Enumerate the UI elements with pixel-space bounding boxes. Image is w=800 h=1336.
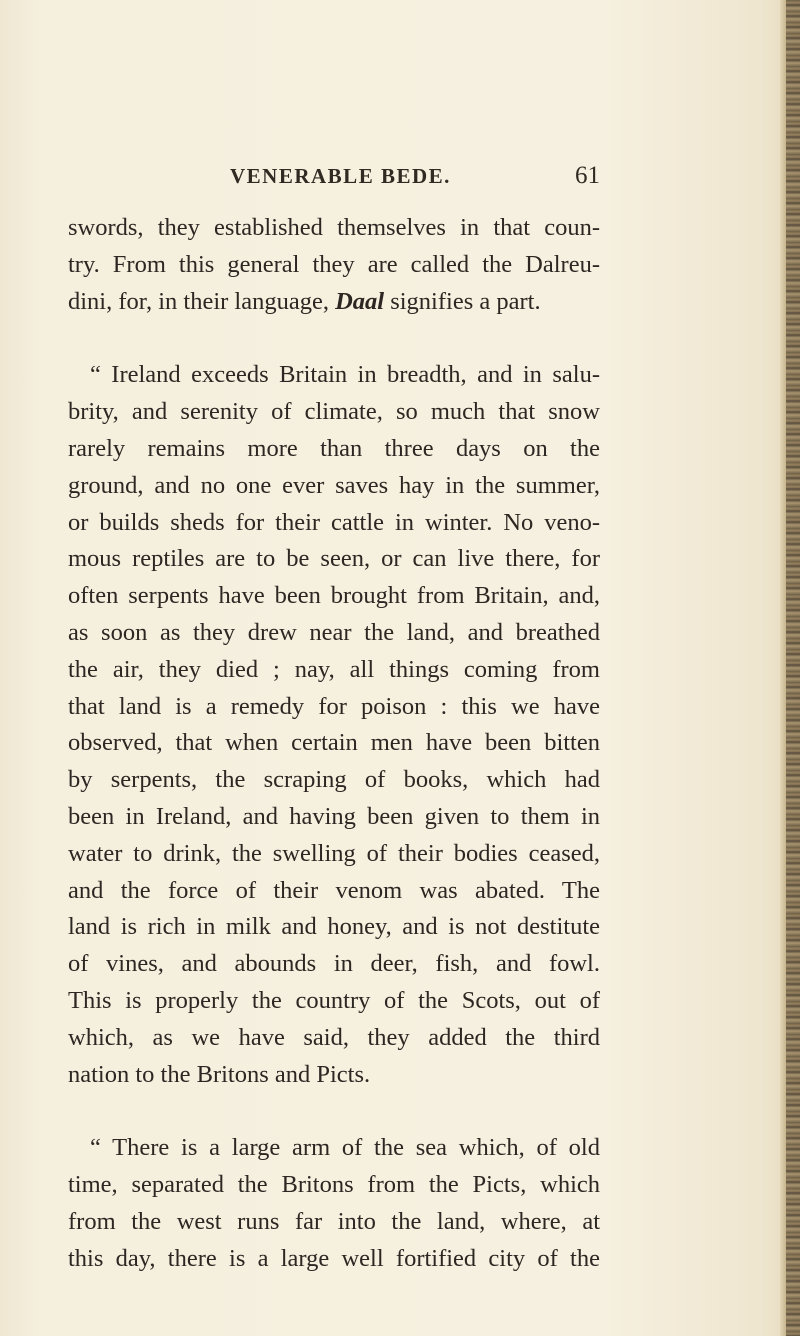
page-number: 61 [575,162,600,189]
text-line: land is rich in milk and honey, and is not destitute [68,913,600,941]
text-line: the air, they died ; nay, all things coming from [68,655,600,683]
italic-word: Daal [335,287,385,315]
text-line: as soon as they drew near the land, and breathed [68,618,600,646]
text-span: dini, for, in their language, [68,287,336,315]
text-line: This is properly the country of the Scots, out of [68,986,600,1014]
text-line: brity, and serenity of climate, so much that snow [68,398,600,426]
text-line: which, as we have said, they added the third [68,1023,600,1051]
text-line: observed, that when certain men have been bitten [68,729,600,757]
paragraph-gap [68,320,600,357]
text-line: been in Ireland, and having been given to them in [68,802,600,830]
running-title: VENERABLE BEDE. [230,164,451,188]
book-spine-edge [786,0,800,1336]
text-line: of vines, and abounds in deer, fish, and fowl. [68,950,600,978]
text-line: time, separated the Britons from the Picts, which [68,1171,600,1199]
text-line: try. From this general they are called the Dalreu- [68,250,600,278]
text-line: “ Ireland exceeds Britain in breadth, and in salu- [90,361,600,389]
text-line: rarely remains more than three days on the [68,434,600,462]
text-line [68,284,600,321]
text-line: “ There is a large arm of the sea which, of old [90,1134,600,1162]
text-line: or builds sheds for their cattle in winter. No veno- [68,508,600,536]
text-line: water to drink, the swelling of their bodies ceased, [68,839,600,867]
text-line: ground, and no one ever saves hay in the summer, [68,471,600,499]
paragraph-gap [68,1093,600,1130]
text-line: by serpents, the scraping of books, which had [68,766,600,794]
text-line: and the force of their venom was abated. The [68,876,600,904]
text-line: nation to the Britons and Picts. [68,1060,371,1088]
text-line: that land is a remedy for poison : this we have [68,692,600,720]
running-head [68,164,600,194]
body-text [68,210,600,1278]
text-span: signifies a part. [384,287,541,315]
text-line: this day, there is a large well fortified city of the [68,1244,600,1272]
text-line: from the west runs far into the land, where, at [68,1207,600,1235]
text-line: swords, they established themselves in that coun- [68,214,600,241]
text-line: often serpents have been brought from Britain, and, [68,582,600,610]
text-line: mous reptiles are to be seen, or can live there, for [68,545,600,573]
